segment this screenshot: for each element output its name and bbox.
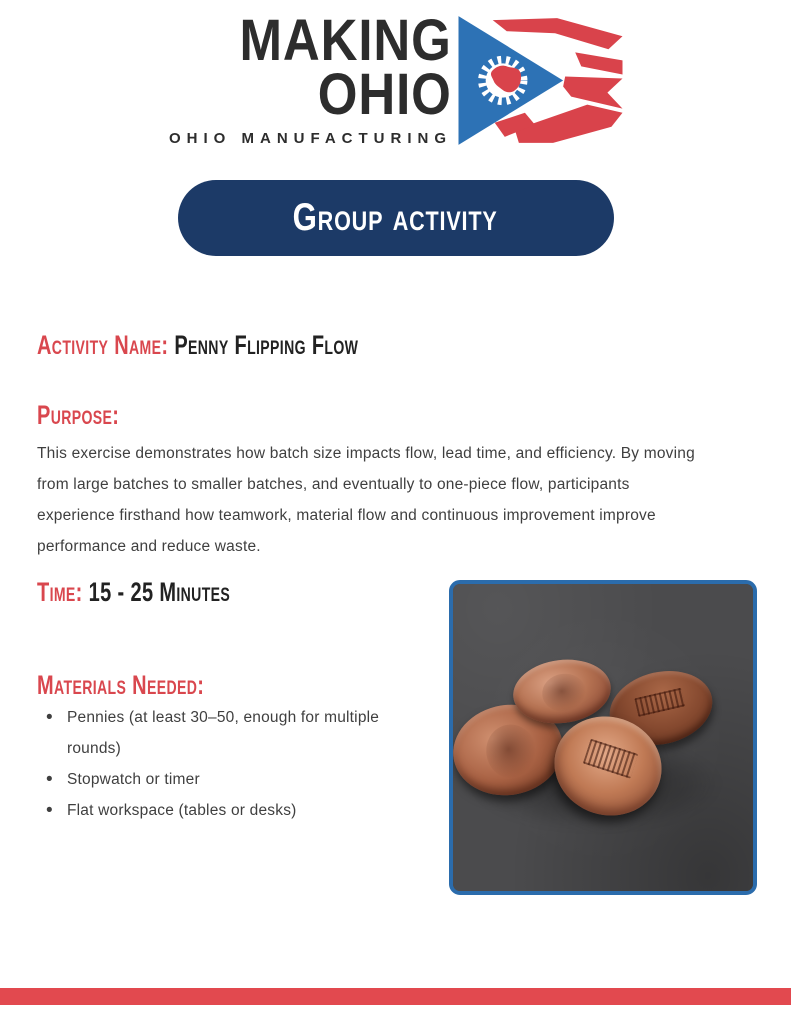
materials-item: • Flat workspace (tables or desks) (40, 795, 392, 826)
materials-heading: Materials Needed: (37, 670, 205, 700)
activity-name-heading (37, 330, 358, 361)
purpose-heading: Purpose: (37, 400, 120, 430)
making-ohio-logo (169, 8, 622, 147)
purpose-line: experience firsthand how teamwork, material flow and continuous improvement improve (37, 507, 656, 524)
logo-line-making: MAKING (239, 8, 452, 73)
ohio-flag-icon (458, 16, 622, 145)
time-heading (37, 577, 230, 608)
logo-subtitle: OHIO MANUFACTURING (169, 129, 452, 147)
time-label: Time: (37, 577, 83, 607)
materials-list (40, 702, 392, 826)
banner-label: Group activity (293, 196, 498, 239)
group-activity-banner (178, 180, 614, 256)
purpose-line: from large batches to smaller batches, and eventually to one-piece flow, participants (37, 476, 630, 493)
logo-wordmark (169, 8, 452, 147)
activity-name-label: Activity Name: (37, 330, 169, 360)
footer-accent-bar (0, 988, 791, 1005)
materials-item: • Stopwatch or timer (40, 764, 392, 795)
activity-name-value: Penny Flipping Flow (174, 330, 359, 360)
purpose-line: This exercise demonstrates how batch size impacts flow, lead time, and efficiency. By moving (37, 445, 695, 462)
logo-line-ohio: OHIO (318, 61, 452, 127)
pennies-photo (449, 580, 757, 895)
purpose-paragraph (37, 438, 695, 562)
time-value: 15 - 25 Minutes (88, 577, 231, 607)
materials-item: • Pennies (at least 30–50, enough for multiple rounds) (40, 702, 392, 764)
purpose-line: performance and reduce waste. (37, 538, 261, 555)
